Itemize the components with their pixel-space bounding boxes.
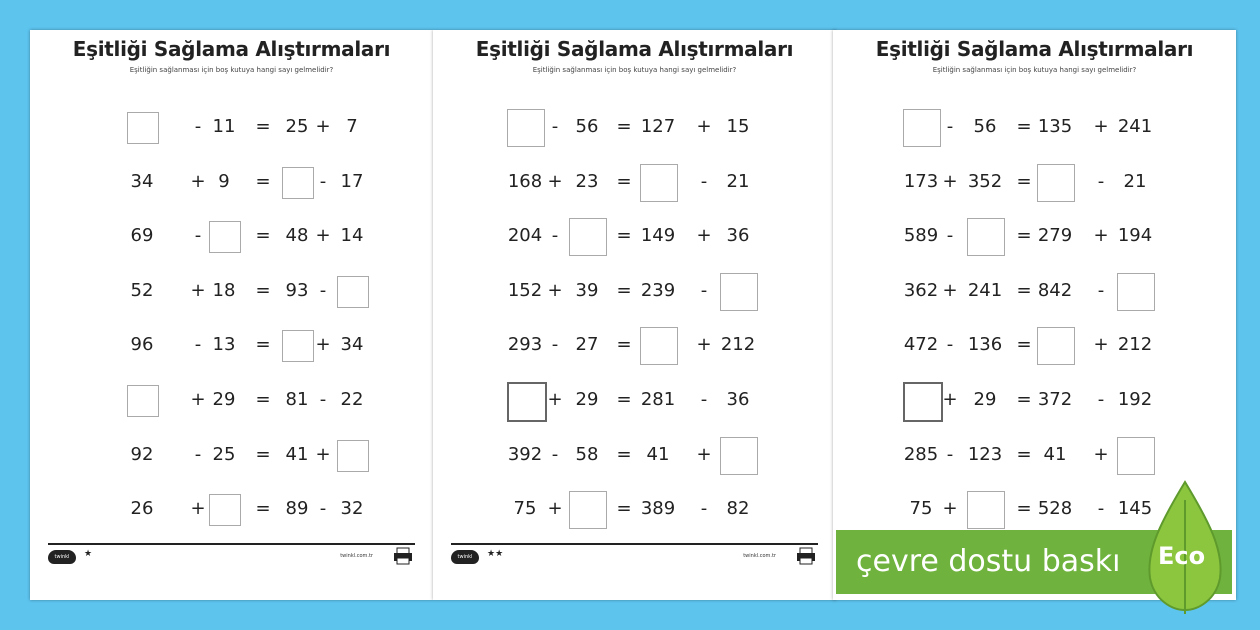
operator-2: - xyxy=(1097,170,1105,192)
operand-c: 41 xyxy=(646,443,670,465)
operand-a: 96 xyxy=(130,334,154,356)
operand-c: 93 xyxy=(285,279,309,301)
operand-b: 29 xyxy=(212,389,236,410)
operator-2: - xyxy=(319,389,327,410)
operand-d: 241 xyxy=(1117,116,1153,137)
answer-box[interactable] xyxy=(282,167,314,199)
operator-2: - xyxy=(1097,279,1105,301)
operator-2: - xyxy=(700,498,708,520)
answer-box[interactable] xyxy=(127,112,159,144)
operator-1: + xyxy=(547,389,563,410)
operator-1: + xyxy=(190,498,206,520)
operator-1: - xyxy=(551,334,559,356)
operand-a: 362 xyxy=(903,279,939,301)
equals-sign: = xyxy=(255,170,271,192)
equals-sign: = xyxy=(1016,170,1032,192)
operand-c: 372 xyxy=(1037,389,1073,410)
equals-sign: = xyxy=(616,498,632,520)
operand-b: 136 xyxy=(967,334,1003,356)
operator-1: + xyxy=(942,498,958,520)
answer-box[interactable] xyxy=(209,494,241,526)
equation-row xyxy=(30,273,433,309)
operand-a: 173 xyxy=(903,170,939,192)
operand-c: 41 xyxy=(1043,443,1067,465)
equation-row xyxy=(433,273,836,309)
equation-row xyxy=(833,327,1236,363)
equation-row xyxy=(30,164,433,200)
operand-c: 528 xyxy=(1037,498,1073,520)
equation-row xyxy=(833,164,1236,200)
operand-a: 34 xyxy=(130,170,154,192)
answer-box[interactable] xyxy=(507,382,547,422)
operator-1: - xyxy=(194,334,202,356)
operand-b: 11 xyxy=(212,116,236,137)
answer-box[interactable] xyxy=(569,491,607,529)
equation-row xyxy=(433,164,836,200)
worksheet-title: Eşitliği Sağlama Alıştırmaları xyxy=(72,37,391,61)
worksheet-title: Eşitliği Sağlama Alıştırmaları xyxy=(875,37,1194,61)
operand-b: 123 xyxy=(967,443,1003,465)
equation-row xyxy=(833,382,1236,418)
operand-b: 29 xyxy=(575,389,599,410)
equation-row xyxy=(433,218,836,254)
operand-c: 48 xyxy=(285,225,309,247)
operand-a: 472 xyxy=(903,334,939,356)
operand-c: 25 xyxy=(285,116,309,137)
answer-box[interactable] xyxy=(1117,437,1155,475)
equals-sign: = xyxy=(1016,225,1032,247)
operand-a: 152 xyxy=(507,279,543,301)
equation-row xyxy=(833,273,1236,309)
operand-d: 192 xyxy=(1117,389,1153,410)
operator-1: - xyxy=(946,225,954,247)
operand-b: 29 xyxy=(973,389,997,410)
operand-b: 39 xyxy=(575,279,599,301)
operand-c: 135 xyxy=(1037,116,1073,137)
answer-box[interactable] xyxy=(127,385,159,417)
answer-box[interactable] xyxy=(640,327,678,365)
operator-1: + xyxy=(547,498,563,520)
operand-d: 15 xyxy=(726,116,750,137)
operand-c: 89 xyxy=(285,498,309,520)
answer-box[interactable] xyxy=(640,164,678,202)
operator-2: + xyxy=(1093,116,1109,137)
difficulty-stars: ★★ xyxy=(487,549,504,559)
operand-c: 239 xyxy=(640,279,676,301)
operator-1: + xyxy=(547,279,563,301)
equals-sign: = xyxy=(1016,279,1032,301)
operand-d: 82 xyxy=(726,498,750,520)
operand-c: 149 xyxy=(640,225,676,247)
operand-b: 25 xyxy=(212,443,236,465)
equals-sign: = xyxy=(616,225,632,247)
operator-1: - xyxy=(194,116,202,137)
operator-2: - xyxy=(319,498,327,520)
equation-row xyxy=(30,437,433,473)
operator-1: + xyxy=(942,279,958,301)
operand-c: 281 xyxy=(640,389,676,410)
answer-box[interactable] xyxy=(903,109,941,147)
answer-box[interactable] xyxy=(903,382,943,422)
operator-2: + xyxy=(315,225,331,247)
operator-1: + xyxy=(190,279,206,301)
answer-box[interactable] xyxy=(1037,327,1075,365)
operator-2: - xyxy=(319,170,327,192)
operand-d: 194 xyxy=(1117,225,1153,247)
worksheet-2 xyxy=(433,30,836,600)
operand-d: 7 xyxy=(346,116,358,137)
operand-c: 127 xyxy=(640,116,676,137)
equation-row xyxy=(833,109,1236,145)
operand-b: 58 xyxy=(575,443,599,465)
twinkl-logo: twinkl xyxy=(48,550,76,564)
equals-sign: = xyxy=(616,170,632,192)
operator-2: + xyxy=(696,225,712,247)
operator-1: - xyxy=(551,225,559,247)
operand-d: 212 xyxy=(1117,334,1153,356)
worksheet-title: Eşitliği Sağlama Alıştırmaları xyxy=(475,37,794,61)
worksheet-1 xyxy=(30,30,433,600)
operator-1: + xyxy=(547,170,563,192)
operand-b: 352 xyxy=(967,170,1003,192)
operand-b: 56 xyxy=(575,116,599,137)
equals-sign: = xyxy=(616,389,632,410)
equation-row xyxy=(433,382,836,418)
operator-2: + xyxy=(1093,443,1109,465)
operator-1: - xyxy=(946,116,954,137)
answer-box[interactable] xyxy=(967,218,1005,256)
operand-a: 293 xyxy=(507,334,543,356)
answer-box[interactable] xyxy=(967,491,1005,529)
operand-d: 17 xyxy=(340,170,364,192)
equals-sign: = xyxy=(616,116,632,137)
operand-a: 75 xyxy=(909,498,933,520)
equals-sign: = xyxy=(616,279,632,301)
footer-copyright: twinkl.com.tr xyxy=(743,553,776,559)
operand-b: 241 xyxy=(967,279,1003,301)
equals-sign: = xyxy=(255,334,271,356)
operand-a: 392 xyxy=(507,443,543,465)
operator-1: - xyxy=(194,443,202,465)
operator-2: + xyxy=(315,334,331,356)
eco-banner-text: çevre dostu baskı xyxy=(856,544,1121,579)
worksheet-subtitle: Eşitliğin sağlanması için boş kutuya hangi sayı gelmelidir? xyxy=(532,66,737,74)
operand-b: 23 xyxy=(575,170,599,192)
answer-box[interactable] xyxy=(337,276,369,308)
operand-d: 212 xyxy=(720,334,756,356)
operand-a: 92 xyxy=(130,443,154,465)
operator-2: - xyxy=(700,170,708,192)
equals-sign: = xyxy=(255,225,271,247)
equals-sign: = xyxy=(616,334,632,356)
operand-d: 145 xyxy=(1117,498,1153,520)
worksheet-subtitle: Eşitliğin sağlanması için boş kutuya hangi sayı gelmelidir? xyxy=(932,66,1137,74)
operator-1: - xyxy=(551,443,559,465)
operand-d: 21 xyxy=(1123,170,1147,192)
equation-row xyxy=(833,218,1236,254)
operand-d: 36 xyxy=(726,225,750,247)
operator-2: - xyxy=(1097,389,1105,410)
equals-sign: = xyxy=(616,443,632,465)
operand-c: 842 xyxy=(1037,279,1073,301)
operator-2: + xyxy=(1093,334,1109,356)
operator-2: + xyxy=(315,116,331,137)
answer-box[interactable] xyxy=(720,273,758,311)
operator-2: - xyxy=(700,389,708,410)
equals-sign: = xyxy=(255,443,271,465)
operand-d: 34 xyxy=(340,334,364,356)
operator-1: + xyxy=(190,389,206,410)
operator-2: - xyxy=(319,279,327,301)
operand-d: 21 xyxy=(726,170,750,192)
operand-a: 52 xyxy=(130,279,154,301)
equals-sign: = xyxy=(255,116,271,137)
equation-row xyxy=(30,109,433,145)
operator-1: - xyxy=(946,443,954,465)
equals-sign: = xyxy=(255,279,271,301)
footer-copyright: twinkl.com.tr xyxy=(340,553,373,559)
operator-1: + xyxy=(190,170,206,192)
equation-row xyxy=(433,491,836,527)
operator-2: - xyxy=(1097,498,1105,520)
footer-divider xyxy=(451,543,818,545)
operand-a: 26 xyxy=(130,498,154,520)
equation-row xyxy=(433,437,836,473)
operand-c: 279 xyxy=(1037,225,1073,247)
operand-d: 22 xyxy=(340,389,364,410)
answer-box[interactable] xyxy=(507,109,545,147)
operand-a: 204 xyxy=(507,225,543,247)
operand-b: 9 xyxy=(218,170,230,192)
answer-box[interactable] xyxy=(282,330,314,362)
equation-row xyxy=(433,327,836,363)
operator-1: + xyxy=(942,170,958,192)
operator-1: - xyxy=(946,334,954,356)
equation-row xyxy=(433,109,836,145)
equals-sign: = xyxy=(1016,334,1032,356)
operand-b: 27 xyxy=(575,334,599,356)
printer-icon xyxy=(796,547,816,565)
operator-2: + xyxy=(696,334,712,356)
equals-sign: = xyxy=(255,389,271,410)
operand-d: 36 xyxy=(726,389,750,410)
equals-sign: = xyxy=(1016,116,1032,137)
answer-box[interactable] xyxy=(1117,273,1155,311)
operand-b: 13 xyxy=(212,334,236,356)
operator-2: + xyxy=(696,116,712,137)
answer-box[interactable] xyxy=(569,218,607,256)
difficulty-stars: ★ xyxy=(84,549,93,559)
answer-box[interactable] xyxy=(337,440,369,472)
printer-icon xyxy=(393,547,413,565)
footer-divider xyxy=(48,543,415,545)
operator-1: - xyxy=(194,225,202,247)
operator-2: + xyxy=(696,443,712,465)
answer-box[interactable] xyxy=(720,437,758,475)
equals-sign: = xyxy=(255,498,271,520)
equation-row xyxy=(30,218,433,254)
worksheet-subtitle: Eşitliğin sağlanması için boş kutuya hangi sayı gelmelidir? xyxy=(129,66,334,74)
equation-row xyxy=(30,491,433,527)
operand-d: 14 xyxy=(340,225,364,247)
equation-row xyxy=(833,437,1236,473)
operand-a: 168 xyxy=(507,170,543,192)
operand-d: 32 xyxy=(340,498,364,520)
operand-b: 18 xyxy=(212,279,236,301)
equation-row xyxy=(30,327,433,363)
operand-a: 589 xyxy=(903,225,939,247)
answer-box[interactable] xyxy=(1037,164,1075,202)
answer-box[interactable] xyxy=(209,221,241,253)
operator-1: + xyxy=(942,389,958,410)
operator-2: + xyxy=(1093,225,1109,247)
equals-sign: = xyxy=(1016,389,1032,410)
operator-2: + xyxy=(315,443,331,465)
equals-sign: = xyxy=(1016,498,1032,520)
operand-a: 75 xyxy=(513,498,537,520)
operand-c: 389 xyxy=(640,498,676,520)
twinkl-logo: twinkl xyxy=(451,550,479,564)
operand-b: 56 xyxy=(973,116,997,137)
operand-c: 81 xyxy=(285,389,309,410)
equals-sign: = xyxy=(1016,443,1032,465)
operand-a: 69 xyxy=(130,225,154,247)
operand-c: 41 xyxy=(285,443,309,465)
operator-2: - xyxy=(700,279,708,301)
operator-1: - xyxy=(551,116,559,137)
operand-a: 285 xyxy=(903,443,939,465)
equation-row xyxy=(30,382,433,418)
eco-badge: Eco xyxy=(1158,542,1206,570)
